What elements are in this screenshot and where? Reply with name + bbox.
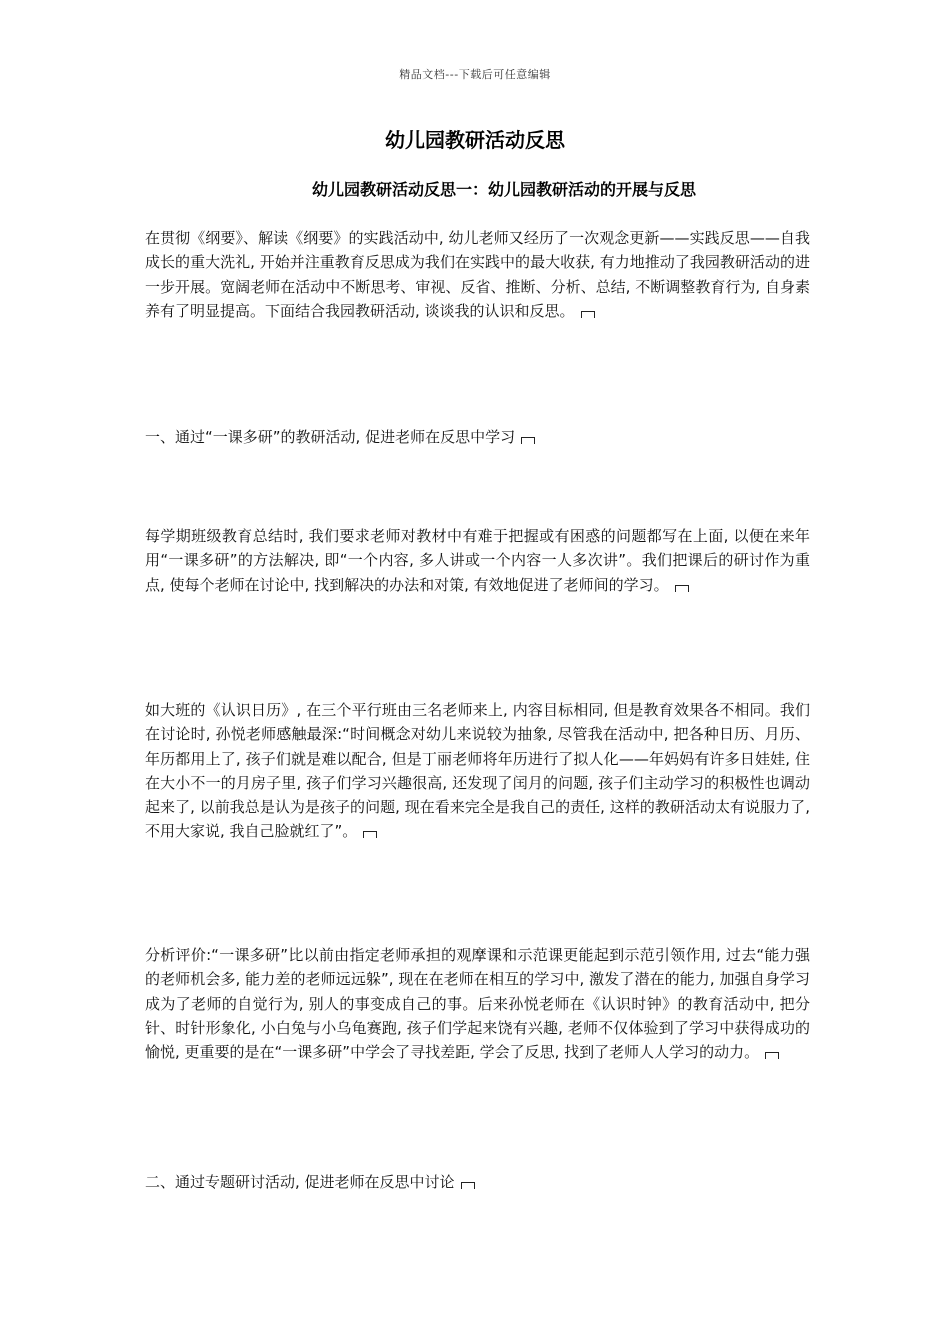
paragraph-mark-icon (581, 311, 595, 318)
paragraph-intro (145, 226, 810, 323)
paragraph-mark-icon (765, 1052, 779, 1059)
header-note: 精品文档---下载后可任意编辑 (399, 68, 551, 81)
section-heading-2 (145, 1170, 810, 1194)
paragraph-mark-icon (461, 1182, 475, 1189)
paragraph-analysis (145, 943, 810, 1064)
paragraph-mark-icon (363, 831, 377, 838)
paragraph-text: 在贯彻《纲要》、解读《纲要》的实践活动中, 幼儿老师又经历了一次观念更新——实践反思——自我成长的重大洗礼, 开始并注重教育反思成为我们在实践中的最大收获, 有力地推动了我园教研活动的进一步开展。宽阔老师在活动中不断思考、审视、反省、推断、分析、总结, 不断调整教育行为, 自身素养有了明显提高。下面结合我园教研活动, 谈谈我的认识和反思。 (145, 229, 810, 320)
paragraph-text: 每学期班级教育总结时, 我们要求老师对教材中有难于把握或有困惑的问题都写在上面, 以便在来年用“一课多研”的方法解决, 即“一个内容, 多人讲或一个内容一人多次讲”。我们把课后的研讨作为重点, 使每个老师在讨论中, 找到解决的办法和对策, 有效地促进了老师间的学习。 (145, 527, 810, 594)
heading-text: 二、通过专题研讨活动, 促进老师在反思中讨论 (145, 1173, 455, 1191)
paragraph-summary (145, 524, 810, 597)
heading-text: 一、通过“一课多研”的教研活动, 促进老师在反思中学习 (145, 428, 516, 446)
paragraph-example (145, 698, 810, 844)
section-heading-1 (145, 425, 810, 449)
paragraph-text: 分析评价:“一课多研”比以前由指定老师承担的观摩课和示范课更能起到示范引领作用, 过去“能力强的老师机会多, 能力差的老师远远躲”, 现在在老师在相互的学习中, 激发了潜在的能力, 加强自身学习成为了老师的自觉行为, 别人的事变成自己的事。后来孙悦老师在《认识时钟》的教育活动中, 把分针、时针形象化, 小白兔与小乌龟赛跑, 孩子们学起来饶有兴趣, 老师不仅体验到了学习中获得成功的愉悦, 更重要的是在“一课多研”中学会了寻找差距, 学会了反思, 找到了老师人人学习的动力。 (145, 946, 810, 1062)
page-subtitle: 幼儿园教研活动反思一：幼儿园教研活动的开展与反思 (312, 180, 697, 199)
paragraph-mark-icon (521, 437, 535, 444)
page-title: 幼儿园教研活动反思 (385, 128, 565, 152)
paragraph-text: 如大班的《认识日历》, 在三个平行班由三名老师来上, 内容目标相同, 但是教育效果各不相同。我们在讨论时, 孙悦老师感触最深:“时间概念对幼儿来说较为抽象, 尽管我在活动中, 把各种日历、月历、年历都用上了, 孩子们就是难以配合, 但是丁丽老师将年历进行了拟人化——年妈妈有许多日娃娃, 住在大小不一的月房子里, 孩子们学习兴趣很高, 还发现了闰月的问题, 孩子们主动学习的积极性也调动起来了, 以前我总是认为是孩子的问题, 现在看来完全是我自己的责任, 这样的教研活动太有说服力了, 不用大家说, 我自己脸就红了”。 (145, 701, 810, 841)
paragraph-mark-icon (675, 585, 689, 592)
